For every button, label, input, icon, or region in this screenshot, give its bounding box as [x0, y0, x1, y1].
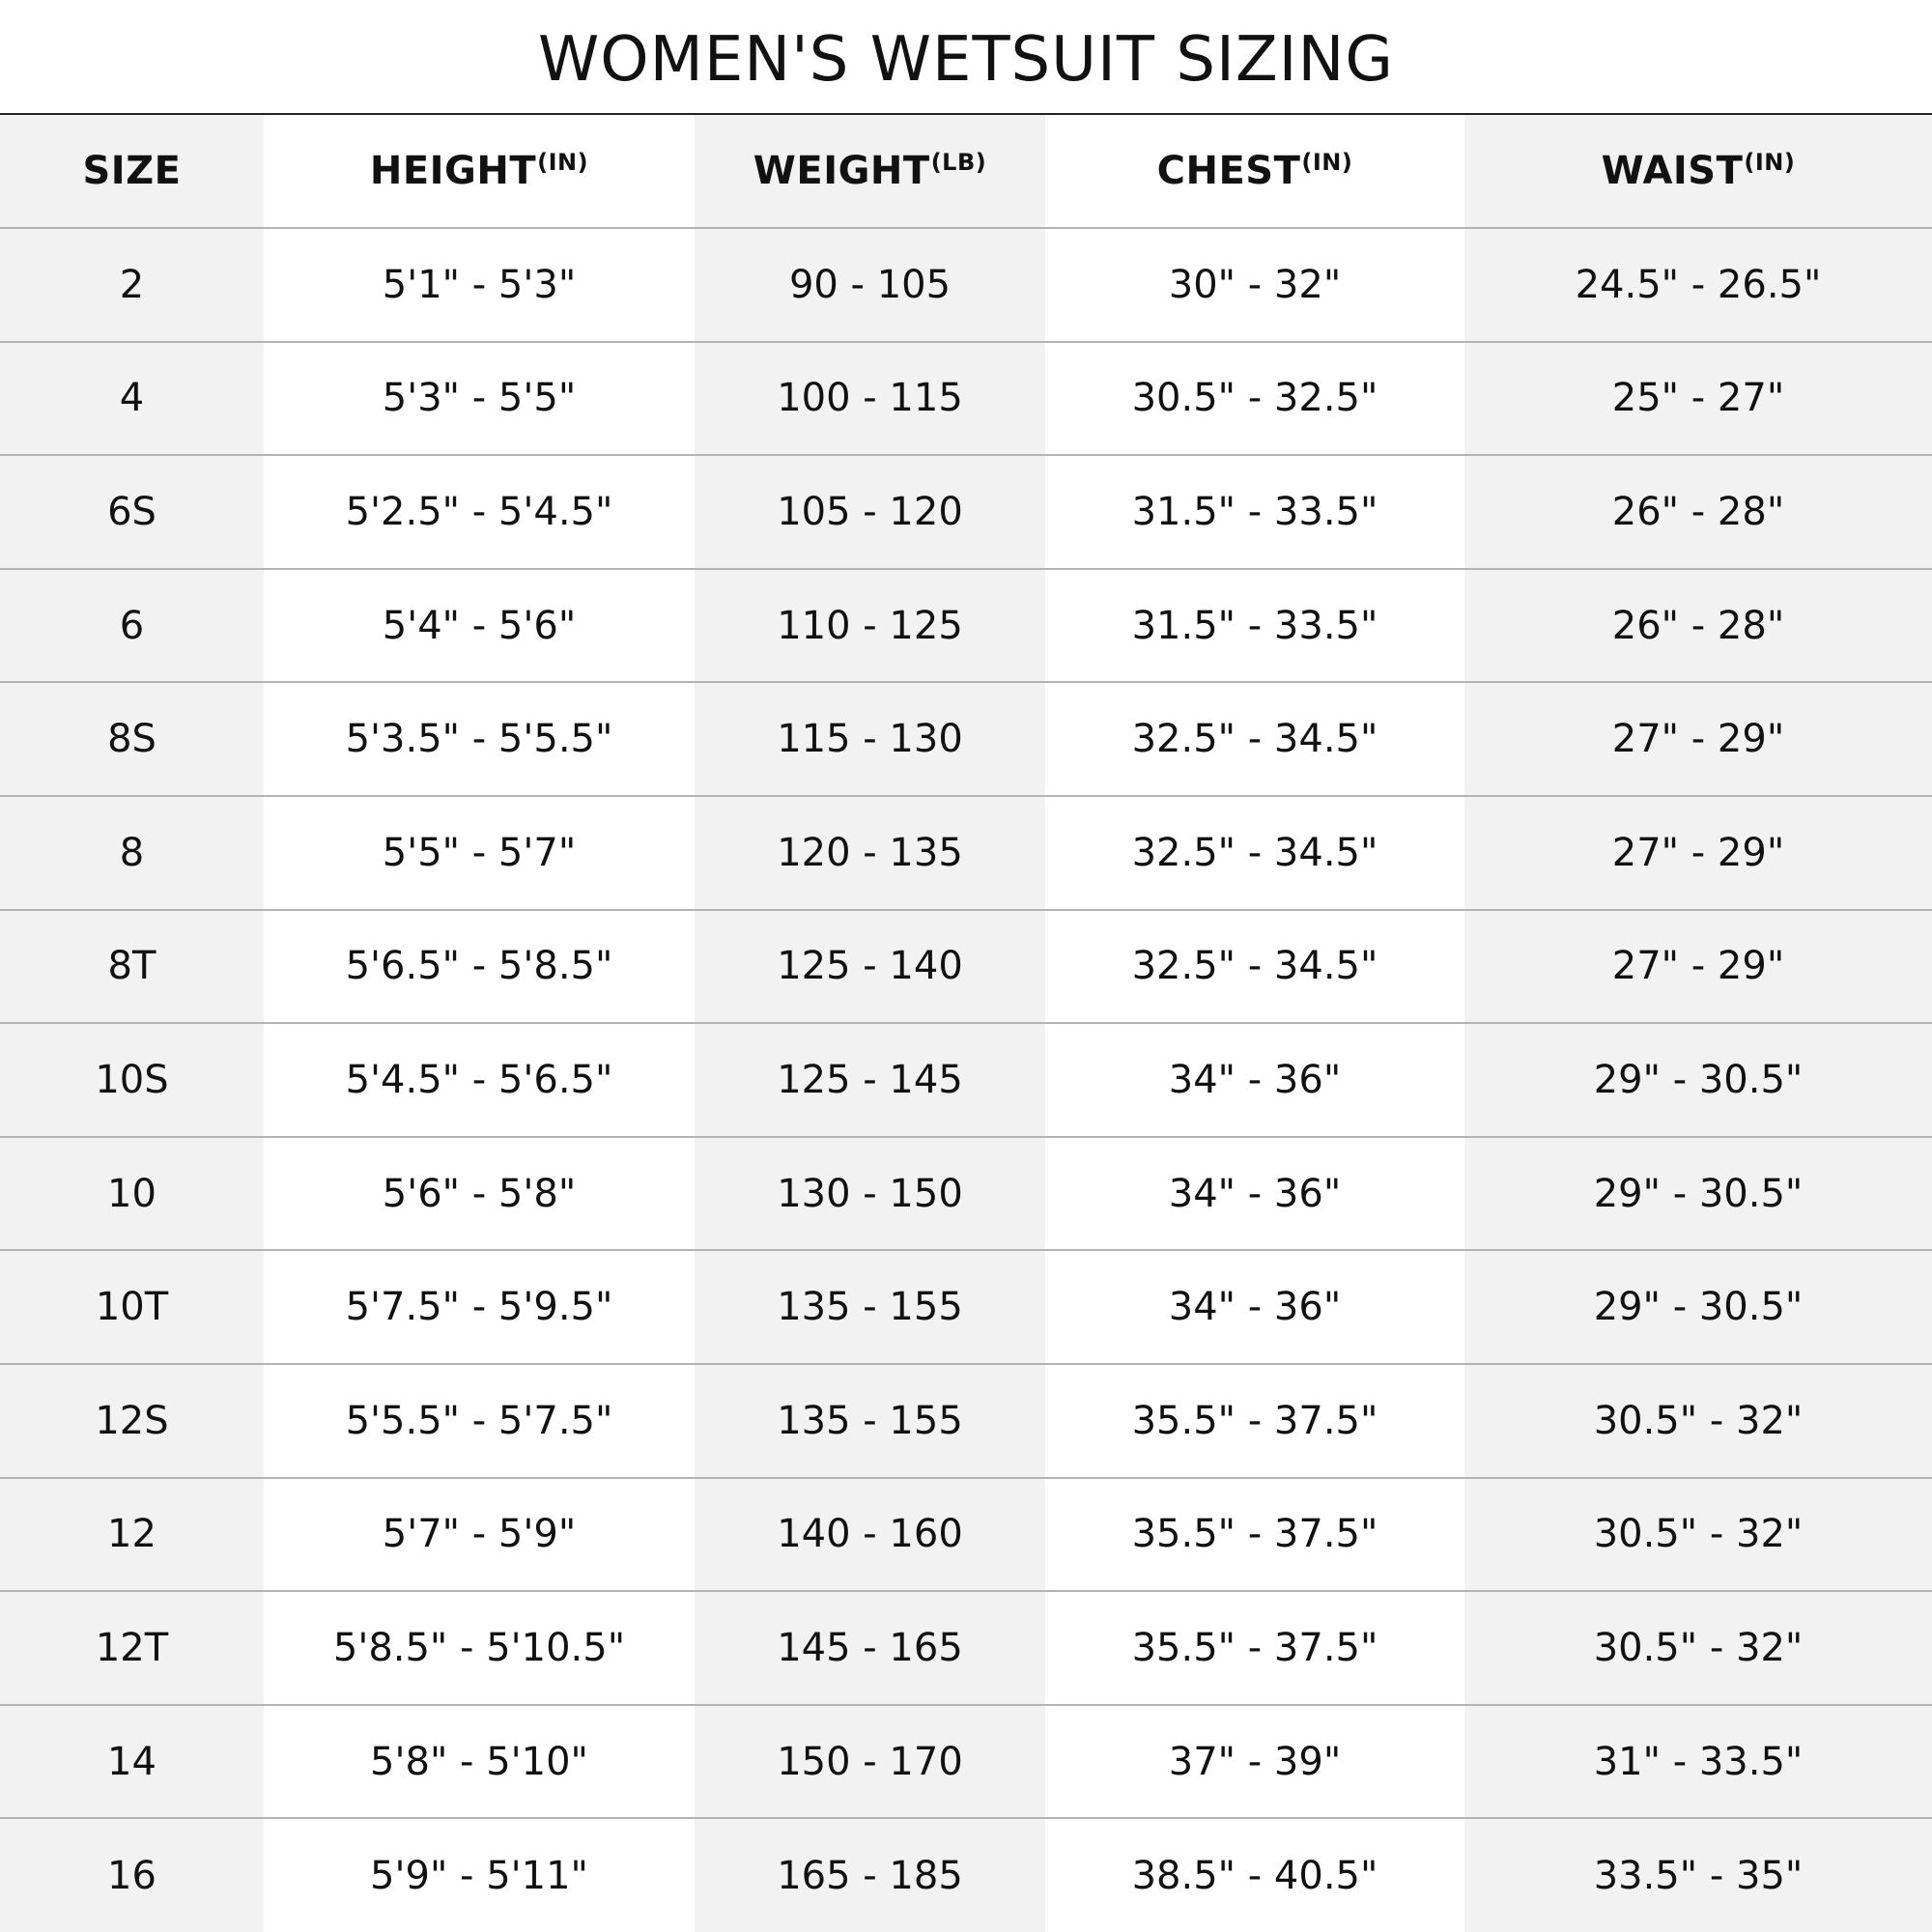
- header-weight-unit: (LB): [930, 149, 987, 176]
- cell-weight: 120 - 135: [695, 796, 1045, 910]
- sizing-table: [0, 115, 1932, 1932]
- cell-chest: 31.5" - 33.5": [1045, 455, 1464, 569]
- header-height-unit: (IN): [537, 149, 589, 176]
- cell-height: 5'6" - 5'8": [264, 1137, 695, 1251]
- cell-waist: 26" - 28": [1464, 455, 1932, 569]
- cell-height: 5'9" - 5'11": [370, 1853, 588, 1898]
- cell-size: 8T: [0, 910, 264, 1024]
- table-row: [0, 342, 1932, 456]
- cell-height: 5'2.5" - 5'4.5": [264, 455, 695, 569]
- cell-size: 6: [0, 569, 264, 683]
- cell-size: 6S: [0, 455, 264, 569]
- cell-weight: 105 - 120: [695, 455, 1045, 569]
- table-body: [0, 228, 1932, 1932]
- cell-weight: 130 - 150: [695, 1137, 1045, 1251]
- cell-chest: 32.5" - 34.5": [1045, 910, 1464, 1024]
- cell-weight: 165 - 185: [777, 1853, 963, 1898]
- table-row: [0, 1137, 1932, 1251]
- table-row: [0, 1478, 1932, 1592]
- cell-waist: 30.5" - 32": [1464, 1364, 1932, 1478]
- cell-height: 5'4" - 5'6": [264, 569, 695, 683]
- table-row: [0, 682, 1932, 796]
- cell-chest: 35.5" - 37.5": [1045, 1591, 1464, 1705]
- cell-waist: 27" - 29": [1464, 682, 1932, 796]
- header-weight: $WEIGHT^{(LB)}$: [695, 115, 1045, 228]
- header-height: $HEIGHT^{(IN)}$: [264, 115, 695, 228]
- table-row: [0, 1705, 1932, 1819]
- cell-height: 5'3.5" - 5'5.5": [264, 682, 695, 796]
- cell-chest: 32.5" - 34.5": [1045, 682, 1464, 796]
- cell-weight: 135 - 155: [695, 1250, 1045, 1364]
- cell-height: 5'8" - 5'10": [264, 1705, 695, 1819]
- cell-height: 5'5.5" - 5'7.5": [264, 1364, 695, 1478]
- header-chest: $CHEST^{(IN)}$: [1045, 115, 1464, 228]
- cell-height: 5'1" - 5'3": [264, 228, 695, 342]
- cell-size: 12S: [0, 1364, 264, 1478]
- table-row: [0, 910, 1932, 1024]
- page-title: WOMEN'S WETSUIT SIZING: [537, 24, 1395, 96]
- cell-chest: 37" - 39": [1045, 1705, 1464, 1819]
- table-row: [0, 569, 1932, 683]
- cell-chest: 38.5" - 40.5": [1131, 1853, 1378, 1898]
- cell-weight: 125 - 145: [695, 1023, 1045, 1137]
- cell-weight: 90 - 105: [695, 228, 1045, 342]
- cell-waist: 30.5" - 32": [1464, 1591, 1932, 1705]
- table-row: [0, 1818, 1932, 1932]
- header-waist: $WAIST^{(IN)}$: [1464, 115, 1932, 228]
- cell-height: 5'6.5" - 5'8.5": [264, 910, 695, 1024]
- cell-height: 5'3" - 5'5": [264, 342, 695, 456]
- cell-weight: 115 - 130: [695, 682, 1045, 796]
- cell-weight: 135 - 155: [695, 1364, 1045, 1478]
- cell-chest: 30.5" - 32.5": [1045, 342, 1464, 456]
- cell-chest: 31.5" - 33.5": [1045, 569, 1464, 683]
- cell-weight: 125 - 140: [695, 910, 1045, 1024]
- cell-chest: 35.5" - 37.5": [1045, 1364, 1464, 1478]
- cell-waist: 24.5" - 26.5": [1464, 228, 1932, 342]
- cell-chest: 34" - 36": [1045, 1023, 1464, 1137]
- cell-weight: 150 - 170: [695, 1705, 1045, 1819]
- header-chest-unit: (IN): [1301, 149, 1353, 176]
- cell-size: 10S: [0, 1023, 264, 1137]
- table-row: [0, 455, 1932, 569]
- header-row: [0, 115, 1932, 228]
- cell-chest: 32.5" - 34.5": [1045, 796, 1464, 910]
- cell-chest: 30" - 32": [1045, 228, 1464, 342]
- cell-chest: 34" - 36": [1045, 1250, 1464, 1364]
- cell-height: 5'7" - 5'9": [264, 1478, 695, 1592]
- cell-chest: 35.5" - 37.5": [1045, 1478, 1464, 1592]
- cell-size: 4: [0, 342, 264, 456]
- cell-waist: 27" - 29": [1464, 910, 1932, 1024]
- cell-weight: 100 - 115: [695, 342, 1045, 456]
- cell-size: 12: [0, 1478, 264, 1592]
- table-row: [0, 1591, 1932, 1705]
- cell-waist: 29" - 30.5": [1464, 1023, 1932, 1137]
- cell-weight: 140 - 160: [695, 1478, 1045, 1592]
- cell-size: 12T: [0, 1591, 264, 1705]
- cell-weight: 110 - 125: [695, 569, 1045, 683]
- cell-chest: 34" - 36": [1045, 1137, 1464, 1251]
- cell-waist: 29" - 30.5": [1464, 1250, 1932, 1364]
- header-size: SIZE: [0, 115, 264, 228]
- table-row: [0, 1023, 1932, 1137]
- cell-height: 5'8.5" - 5'10.5": [264, 1591, 695, 1705]
- table-row: [0, 1364, 1932, 1478]
- cell-height: 5'4.5" - 5'6.5": [264, 1023, 695, 1137]
- cell-size: 2: [0, 228, 264, 342]
- cell-waist: 29" - 30.5": [1464, 1137, 1932, 1251]
- cell-size: 10T: [0, 1250, 264, 1364]
- cell-waist: 27" - 29": [1464, 796, 1932, 910]
- header-waist-unit: (IN): [1744, 149, 1796, 176]
- cell-waist: 25" - 27": [1464, 342, 1932, 456]
- cell-size: 8S: [0, 682, 264, 796]
- cell-waist: 30.5" - 32": [1464, 1478, 1932, 1592]
- cell-height: 5'7.5" - 5'9.5": [264, 1250, 695, 1364]
- cell-waist: 31" - 33.5": [1464, 1705, 1932, 1819]
- cell-size: 10: [0, 1137, 264, 1251]
- table-row: [0, 228, 1932, 342]
- cell-weight: 145 - 165: [695, 1591, 1045, 1705]
- cell-waist: 33.5" - 35": [1593, 1853, 1804, 1898]
- cell-height: 5'5" - 5'7": [264, 796, 695, 910]
- cell-waist: 26" - 28": [1464, 569, 1932, 683]
- cell-size: 16: [107, 1853, 156, 1898]
- cell-size: 8: [0, 796, 264, 910]
- table-row: [0, 796, 1932, 910]
- cell-size: 14: [0, 1705, 264, 1819]
- table-row: [0, 1250, 1932, 1364]
